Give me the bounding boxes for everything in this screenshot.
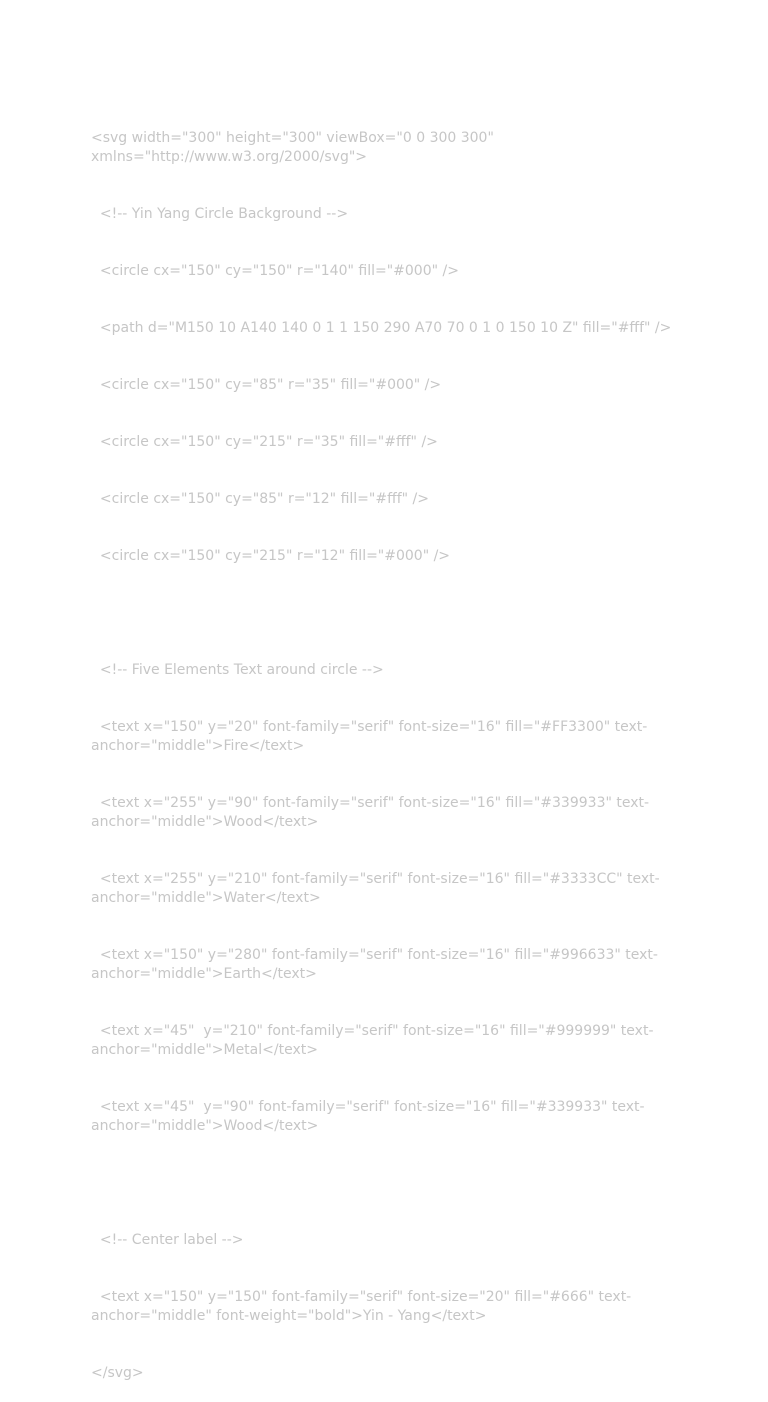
- code-line: <circle cx="150" cy="215" r="12" fill="#000" />: [91, 548, 451, 564]
- code-line: <text x="150" y="150" font-family="serif" font-size="20" fill="#666" text- anchor="middle" font-weight="bold">Yin - Yang</text>: [91, 1289, 632, 1324]
- code-line: <circle cx="150" cy="85" r="35" fill="#000" />: [91, 377, 442, 393]
- code-line: <svg width="300" height="300" viewBox="0 0 300 300" xmlns="http://www.w3.org/2000/svg">: [91, 130, 494, 165]
- code-line: <!-- Five Elements Text around circle -->: [91, 662, 384, 678]
- code-line: <!-- Center label -->: [91, 1232, 244, 1248]
- blank-line: [91, 604, 681, 623]
- blank-line: [91, 1174, 681, 1193]
- code-line: </svg>: [91, 1365, 144, 1381]
- code-text-block: [91, 91, 681, 1402]
- code-line: <text x="150" y="20" font-family="serif" font-size="16" fill="#FF3300" text- anchor="middle">Fire</text>: [91, 719, 648, 754]
- code-line: <text x="45" y="210" font-family="serif" font-size="16" fill="#999999" text- anchor="middle">Metal</text>: [91, 1023, 654, 1058]
- code-line: <circle cx="150" cy="150" r="140" fill="#000" />: [91, 263, 459, 279]
- code-line: <text x="255" y="90" font-family="serif" font-size="16" fill="#339933" text- anchor="middle">Wood</text>: [91, 795, 650, 830]
- code-line: <!-- Yin Yang Circle Background -->: [91, 206, 349, 222]
- code-line: <text x="150" y="280" font-family="serif" font-size="16" fill="#996633" text- anchor="middle">Earth</text>: [91, 947, 658, 982]
- code-line: <text x="45" y="90" font-family="serif" font-size="16" fill="#339933" text- anchor="middle">Wood</text>: [91, 1099, 645, 1134]
- code-line: <path d="M150 10 A140 140 0 1 1 150 290 A70 70 0 1 0 150 10 Z" fill="#fff" />: [91, 320, 672, 336]
- code-line: <text x="255" y="210" font-family="serif" font-size="16" fill="#3333CC" text- anchor="middle">Water</text>: [91, 871, 660, 906]
- code-line: <circle cx="150" cy="215" r="35" fill="#fff" />: [91, 434, 438, 450]
- code-line: <circle cx="150" cy="85" r="12" fill="#fff" />: [91, 491, 429, 507]
